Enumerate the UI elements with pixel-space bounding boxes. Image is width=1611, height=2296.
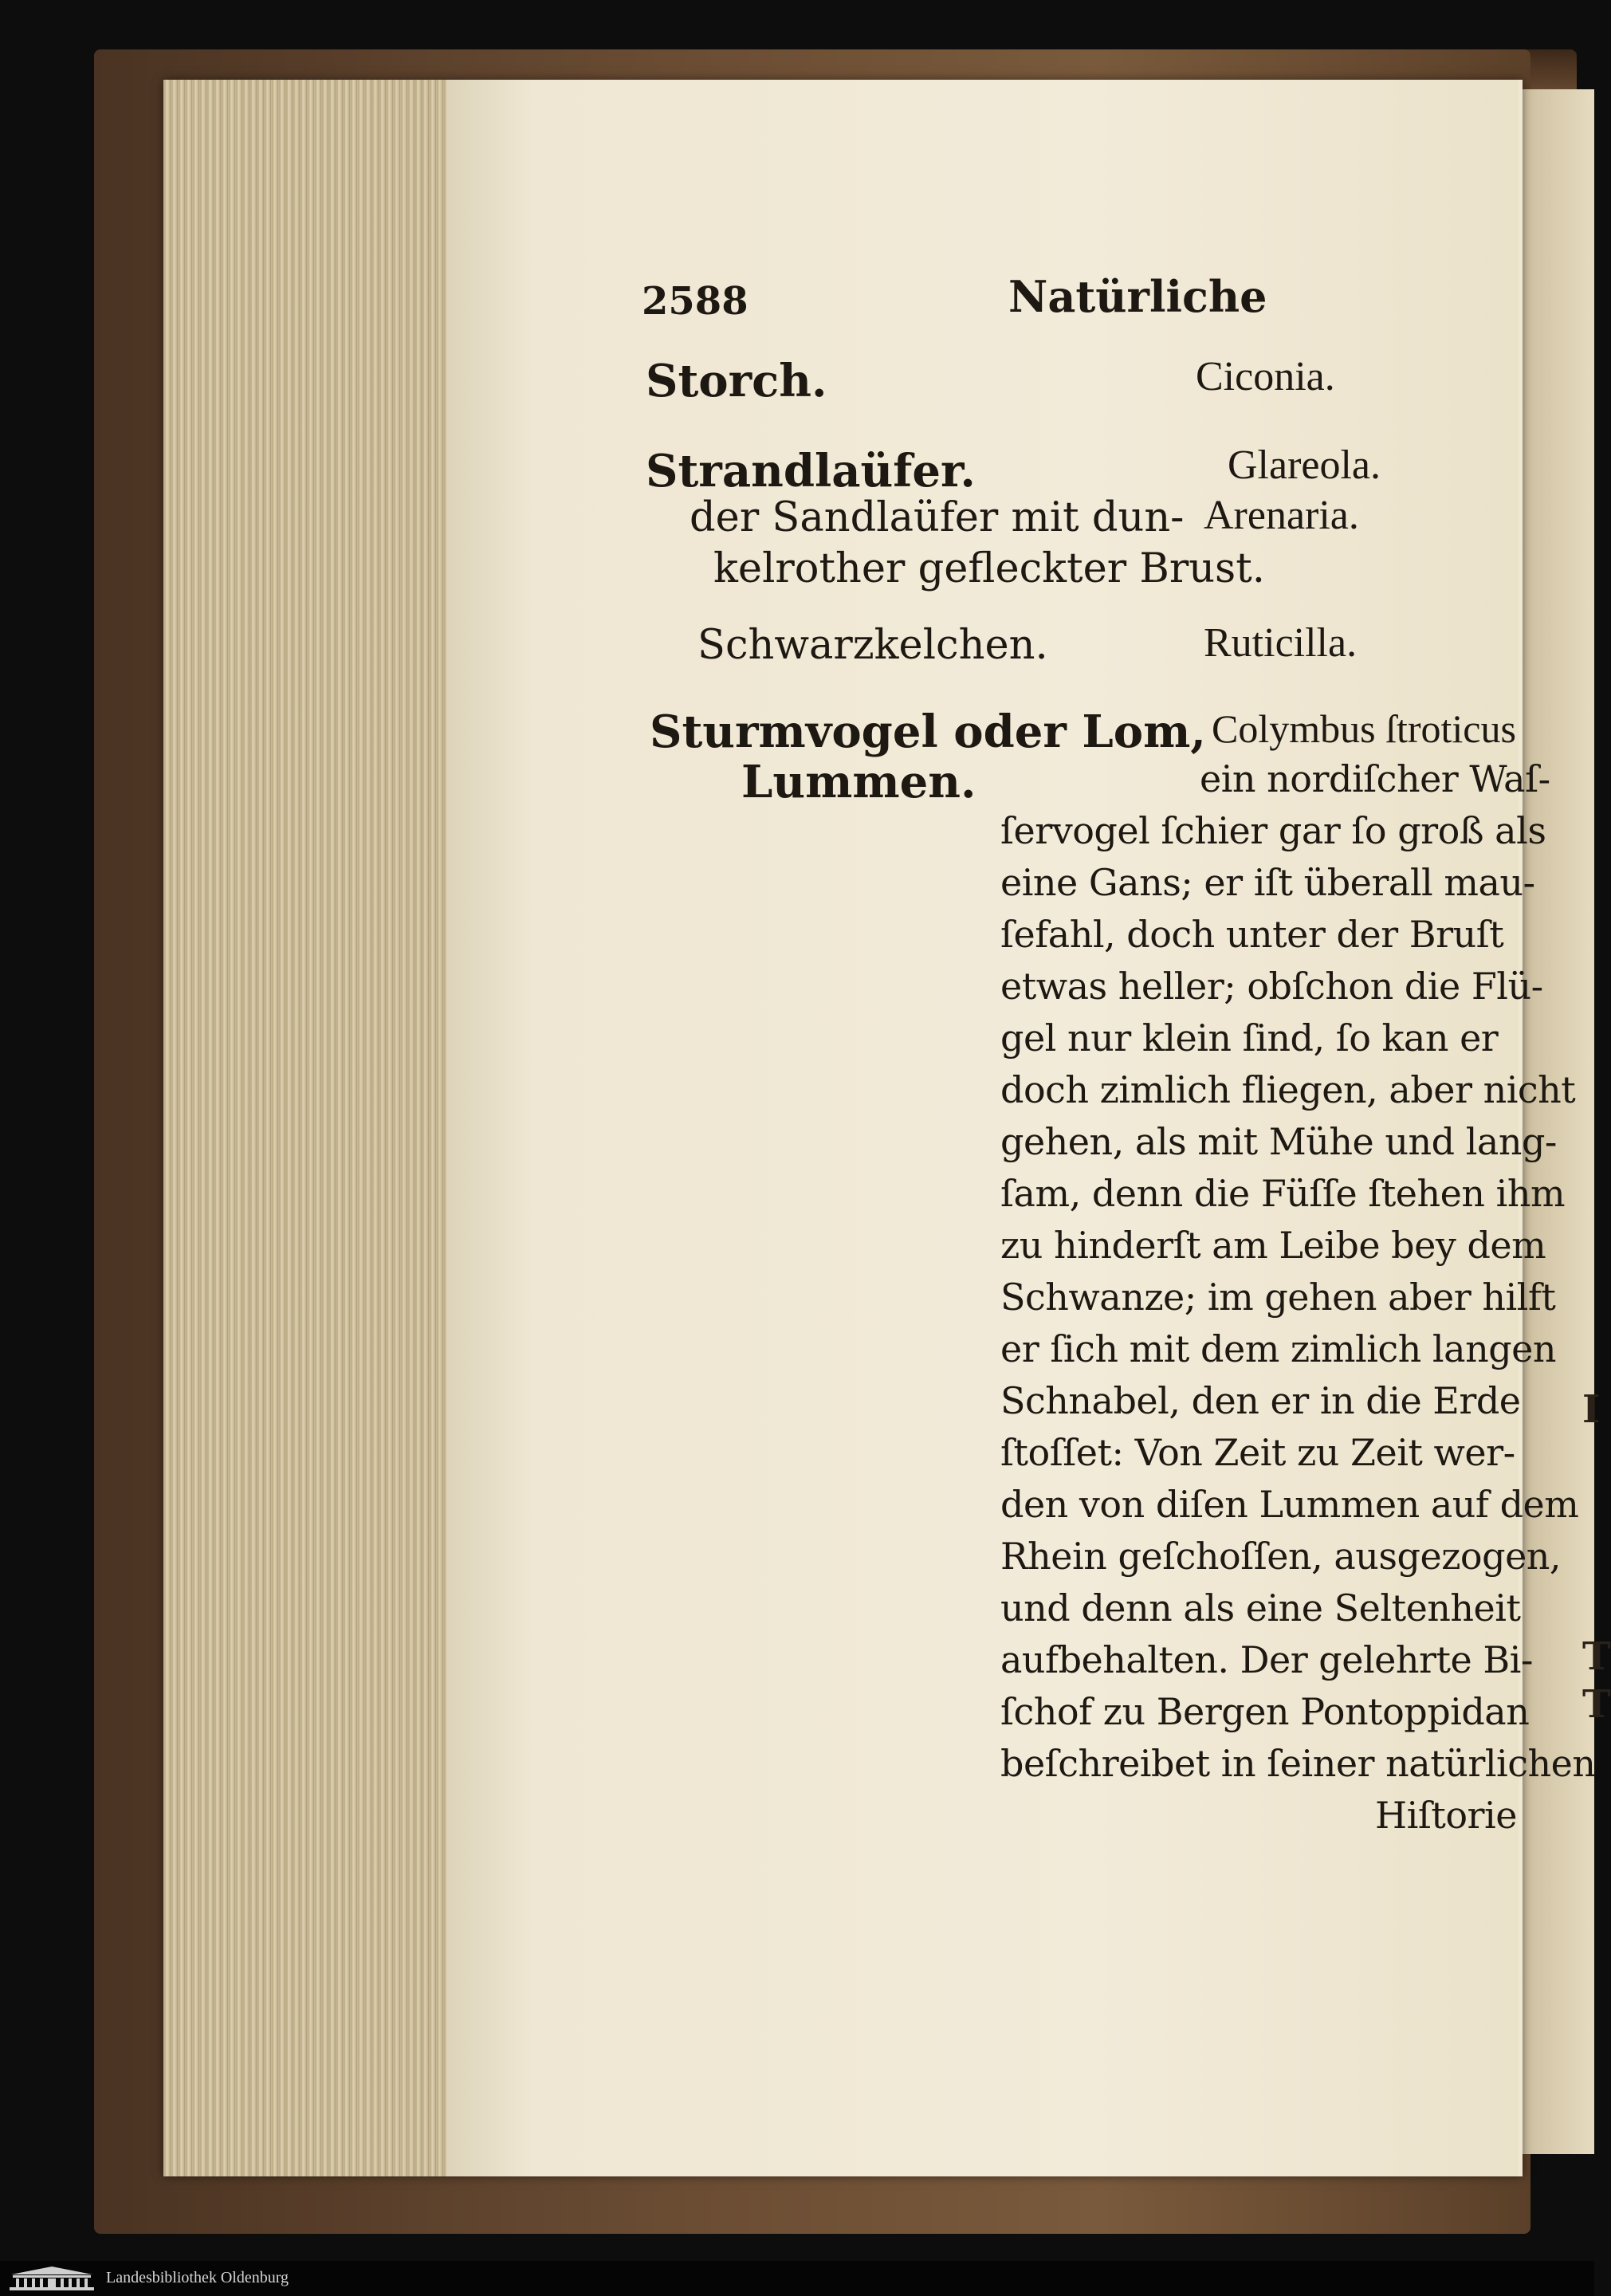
entry-latin: Glareola. <box>1228 442 1381 488</box>
description-line: Hiſtorie <box>1375 1794 1517 1837</box>
book-page <box>446 80 1596 2176</box>
description-line: den von diſen Lummen auf dem <box>1000 1483 1579 1526</box>
description-line: und denn als eine Seltenheit <box>1000 1586 1521 1630</box>
description-line: Rhein geſchoſſen, ausgezogen, <box>1000 1535 1562 1578</box>
entry-german-line: Sturmvogel oder Lom, <box>650 706 1206 758</box>
entry-german-line: Lummen. <box>741 756 976 808</box>
description-line: ſervogel ſchier gar ſo groß als <box>1000 809 1546 852</box>
description-line: gel nur klein ſind, ſo kan er <box>1000 1016 1499 1060</box>
entry-latin: Ruticilla. <box>1204 620 1358 666</box>
description-line: ſchof zu Bergen Pontoppidan <box>1000 1690 1530 1733</box>
running-title: Natürliche <box>1008 271 1267 322</box>
page-edges <box>163 80 482 2176</box>
entry-latin: Colymbus ſtroticus <box>1212 706 1516 751</box>
description-line: ein nordiſcher Waſ- <box>1200 757 1550 800</box>
description-line: Schnabel, den er in die Erde <box>1000 1379 1521 1422</box>
description-line: zu hinderſt am Leibe bey dem <box>1000 1224 1546 1267</box>
description-line: doch zimlich fliegen, aber nicht <box>1000 1068 1576 1111</box>
entry-german: Strandlaüfer. <box>646 445 976 497</box>
library-building-icon <box>8 2265 96 2292</box>
entry-latin: Arenaria. <box>1204 493 1359 538</box>
facing-page-fragment: T <box>1582 1682 1611 1727</box>
description-line: ſtoſſet: Von Zeit zu Zeit wer- <box>1000 1431 1515 1474</box>
description-line: ſam, denn die Füſſe ſtehen ihm <box>1000 1172 1566 1215</box>
description-line: gehen, als mit Mühe und lang- <box>1000 1120 1557 1163</box>
library-name: Landesbibliothek Oldenburg <box>106 2269 289 2286</box>
description-line: ſefahl, doch unter der Bruſt <box>1000 913 1504 956</box>
entry-german-line: der Sandlaüfer mit dun- <box>690 494 1185 541</box>
description-line: er ſich mit dem zimlich langen <box>1000 1327 1556 1370</box>
description-line: aufbehalten. Der gelehrte Bi- <box>1000 1638 1533 1681</box>
page-number: 2588 <box>642 279 749 324</box>
entry-german: Storch. <box>646 355 827 407</box>
entry-german-line: kelrother gefleckter Brust. <box>713 545 1265 592</box>
description-line: beſchreibet in ſeiner natürlichen <box>1000 1742 1596 1785</box>
description-line: Schwanze; im gehen aber hilft <box>1000 1276 1556 1319</box>
entry-latin: Ciconia. <box>1196 354 1335 399</box>
entry-german: Schwarzkelchen. <box>697 622 1048 669</box>
description-line: eine Gans; er iſt überall mau- <box>1000 861 1535 904</box>
description-line: etwas heller; obſchon die Flü- <box>1000 965 1543 1008</box>
facing-page-fragment: T <box>1582 1634 1611 1679</box>
facing-page-fragment: I <box>1582 1387 1601 1432</box>
